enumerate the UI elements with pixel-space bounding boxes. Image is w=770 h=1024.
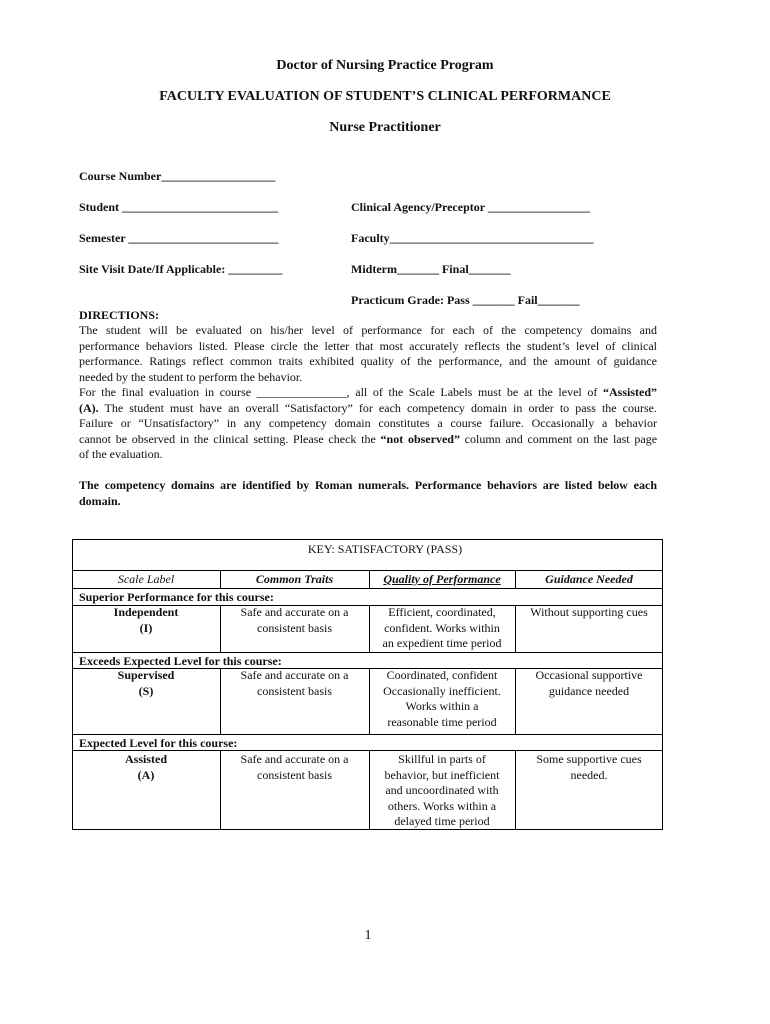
domains-note: domain.	[79, 493, 121, 508]
common-traits-cell: Safe and accurate on a consistent basis	[240, 752, 349, 782]
table-rule	[72, 750, 663, 751]
col-header-guidance: Guidance Needed	[545, 572, 633, 586]
directions-line: The student will be evaluated on his/her level of performance for each of the competency domains and	[79, 323, 657, 337]
form-title: FACULTY EVALUATION OF STUDENT’S CLINICAL PERFORMANCE	[159, 89, 611, 104]
semester-field[interactable]: Semester _________________________	[79, 231, 279, 245]
scale-label-supervised: Supervised (S)	[117, 668, 175, 698]
form-subtitle: Nurse Practitioner	[329, 120, 441, 135]
common-traits-cell: Safe and accurate on a consistent basis	[240, 668, 349, 698]
directions-line: cannot be observed in the clinical setting. Please check the “not observed” column and comment on the last page	[79, 431, 658, 446]
directions-line: (A). The student must have an overall “Satisfactory” for each competency domain in order to pass the course.	[79, 400, 657, 415]
section-heading: Expected Level for this course:	[79, 736, 238, 750]
site-visit-field[interactable]: Site Visit Date/If Applicable: _________	[79, 262, 283, 276]
faculty-field[interactable]: Faculty__________________________________	[351, 231, 594, 245]
col-header-scale-label: Scale Label	[117, 572, 175, 586]
table-rule	[72, 652, 663, 653]
key-table-title: KEY: SATISFACTORY (PASS)	[307, 542, 463, 556]
guidance-cell: Without supporting cues	[530, 605, 648, 619]
guidance-cell: Occasional supportive guidance needed	[535, 668, 643, 698]
quality-cell: Efficient, coordinated, confident. Works within an expedient time period	[382, 605, 502, 651]
guidance-cell: Some supportive cues needed.	[536, 752, 642, 782]
section-heading: Superior Performance for this course:	[79, 590, 274, 604]
directions-line: needed by the student to perform the behavior.	[79, 369, 303, 384]
midterm-final-field[interactable]: Midterm_______ Final_______	[351, 262, 511, 276]
col-header-common-traits: Common Traits	[255, 572, 334, 586]
page-number: 1	[364, 928, 372, 943]
col-header-quality: Quality of Performance	[383, 572, 501, 586]
domains-note: The competency domains are identified by Roman numerals. Performance behaviors are listed below each	[79, 478, 657, 492]
table-rule	[72, 588, 663, 589]
quality-cell: Skillful in parts of behavior, but inefficient and uncoordinated with others. Works within a delayed time period	[384, 752, 500, 829]
scale-label-independent: Independent (I)	[113, 605, 179, 635]
program-title: Doctor of Nursing Practice Program	[276, 58, 494, 73]
student-field[interactable]: Student __________________________	[79, 200, 279, 214]
directions-line: of the evaluation.	[79, 447, 163, 461]
practicum-grade-field[interactable]: Practicum Grade: Pass _______ Fail_______	[351, 293, 580, 307]
directions-line: performance. Ratings reflect common traits exhibited quality of the performance, and the amount of guidance	[79, 354, 657, 368]
table-rule	[72, 734, 663, 735]
common-traits-cell: Safe and accurate on a consistent basis	[240, 605, 349, 635]
section-heading: Exceeds Expected Level for this course:	[79, 654, 282, 668]
clinical-agency-field[interactable]: Clinical Agency/Preceptor _________________	[351, 200, 590, 214]
directions-line: Failure or “Unsatisfactory” in any competency domain constitutes a course failure. Occasionally a behavior	[79, 416, 657, 430]
quality-cell: Coordinated, confident Occasionally inefficient. Works within a reasonable time period	[383, 668, 501, 729]
directions-line: performance behaviors listed. Please circle the letter that most accurately reflects the student’s level of clinical	[79, 338, 657, 353]
directions-heading: DIRECTIONS:	[79, 308, 160, 322]
course-number-field[interactable]: Course Number___________________	[79, 169, 276, 183]
scale-label-assisted: Assisted (A)	[124, 752, 167, 782]
table-rule	[72, 570, 663, 571]
directions-line: For the final evaluation in course _______________, all of the Scale Labels must be at the level of “Assisted”	[79, 385, 657, 399]
